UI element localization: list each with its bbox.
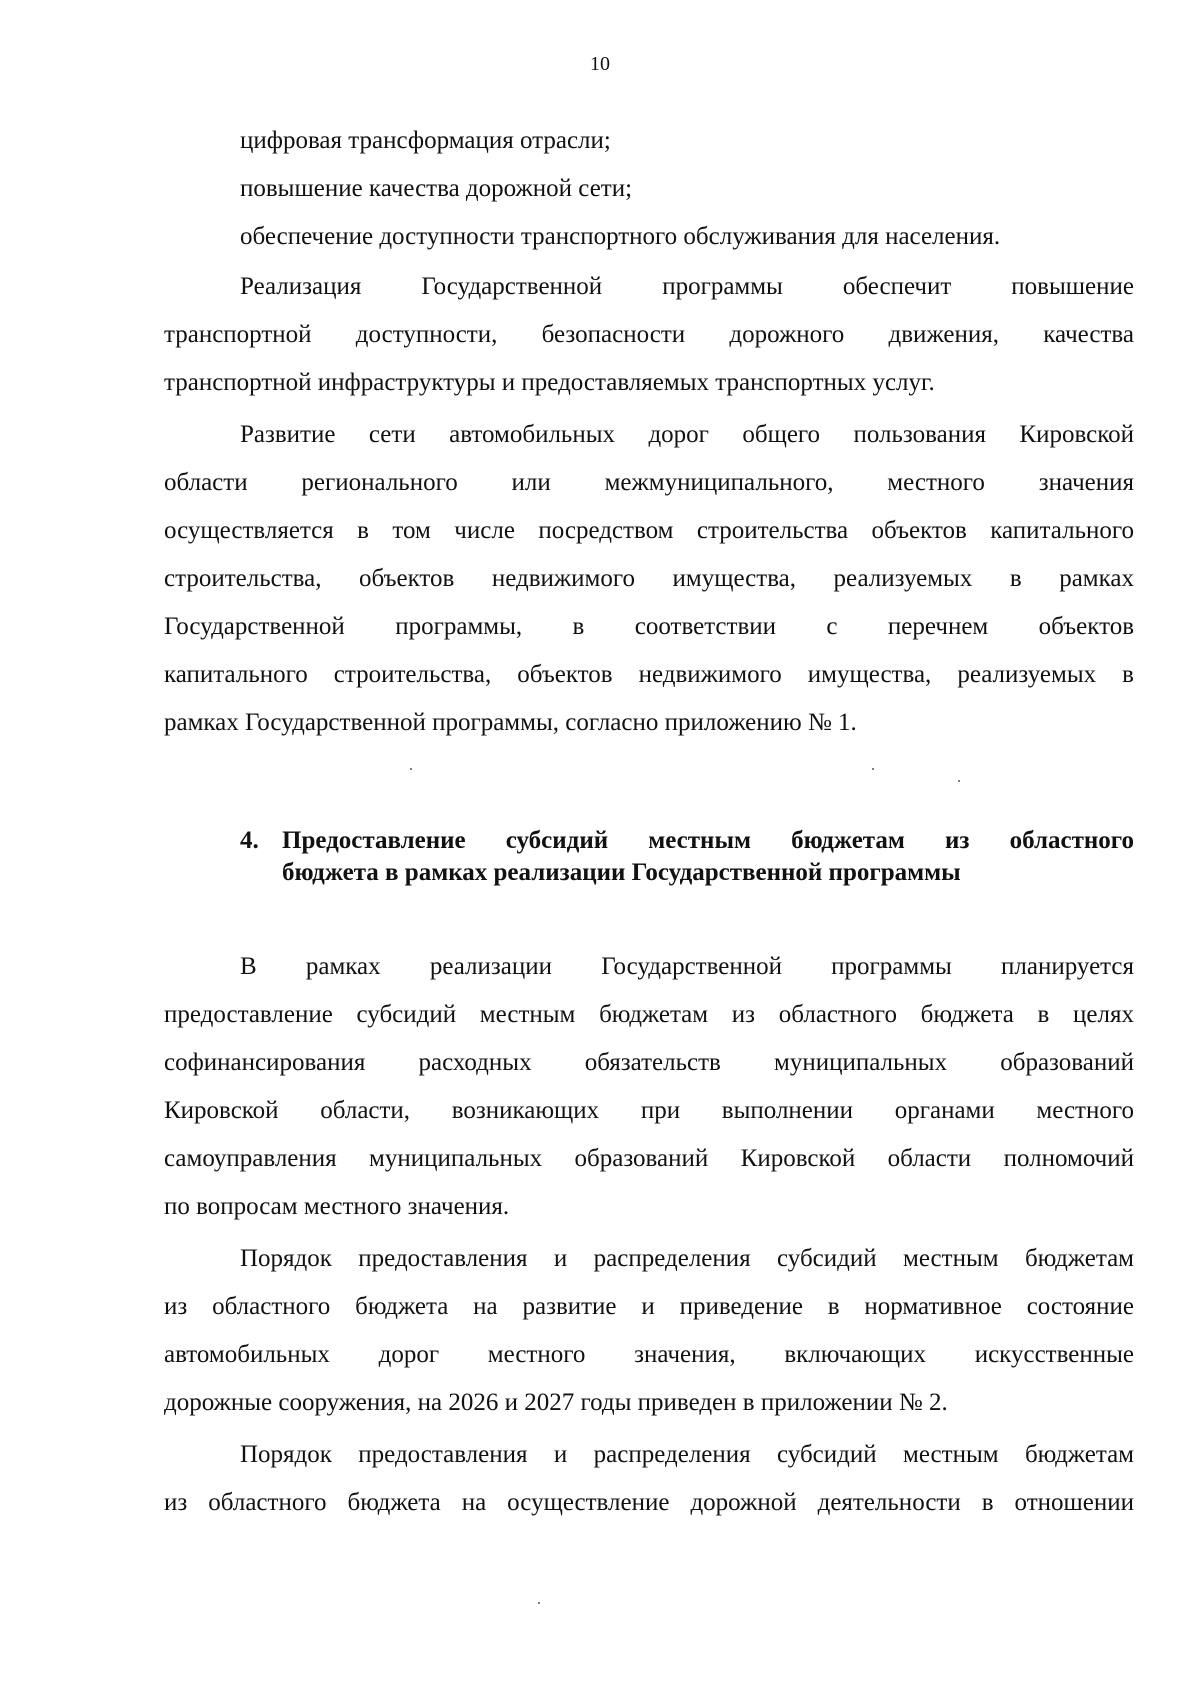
text-line: Развитие сети автомобильных дорог общего пользования Кировской	[240, 421, 1134, 448]
section-title-line: бюджета в рамках реализации Государственной программы	[282, 859, 961, 886]
text-line: области регионального или межмуниципального, местного значения	[164, 469, 1134, 496]
text-line: Порядок предоставления и распределения субсидий местным бюджетам	[240, 1441, 1134, 1468]
section-title-line: Предоставление субсидий местным бюджетам из областного	[282, 827, 1134, 854]
text-line: самоуправления муниципальных образований Кировской области полномочий	[164, 1145, 1134, 1172]
text-line: транспортной доступности, безопасности дорожного движения, качества	[164, 321, 1134, 348]
text-line: осуществляется в том числе посредством строительства объектов капитального	[164, 517, 1134, 544]
text-line: цифровая трансформация отрасли;	[240, 127, 611, 154]
text-line: Реализация Государственной программы обеспечит повышение	[240, 273, 1134, 300]
text-line: дорожные сооружения, на 2026 и 2027 годы приведен в приложении № 2.	[164, 1389, 948, 1416]
text-line: Порядок предоставления и распределения субсидий местным бюджетам	[240, 1245, 1134, 1272]
text-line: из областного бюджета на развитие и приведение в нормативное состояние	[164, 1293, 1134, 1320]
text-line: В рамках реализации Государственной программы планируется	[240, 953, 1134, 980]
text-line: повышение качества дорожной сети;	[240, 175, 633, 202]
text-line: автомобильных дорог местного значения, включающих искусственные	[164, 1341, 1134, 1368]
text-line: капитального строительства, объектов недвижимого имущества, реализуемых в	[164, 661, 1134, 688]
text-line: софинансирования расходных обязательств муниципальных образований	[164, 1049, 1134, 1076]
text-line: рамках Государственной программы, согласно приложению № 1.	[164, 709, 857, 736]
scan-speck	[538, 1602, 540, 1604]
text-line: предоставление субсидий местным бюджетам из областного бюджета в целях	[164, 1001, 1134, 1028]
scan-speck	[872, 768, 874, 770]
text-line: Государственной программы, в соответствии с перечнем объектов	[164, 613, 1134, 640]
text-line: Кировской области, возникающих при выполнении органами местного	[164, 1097, 1134, 1124]
page-number: 10	[590, 53, 610, 75]
text-line: транспортной инфраструктуры и предоставляемых транспортных услуг.	[164, 369, 935, 396]
text-line: строительства, объектов недвижимого имущества, реализуемых в рамках	[164, 565, 1134, 592]
text-line: из областного бюджета на осуществление дорожной деятельности в отношении	[164, 1489, 1134, 1516]
text-line: по вопросам местного значения.	[164, 1193, 510, 1220]
scan-speck	[410, 768, 412, 770]
text-line: обеспечение доступности транспортного обслуживания для населения.	[240, 223, 1001, 250]
section-number: 4.	[240, 827, 259, 854]
scan-speck	[958, 780, 960, 782]
